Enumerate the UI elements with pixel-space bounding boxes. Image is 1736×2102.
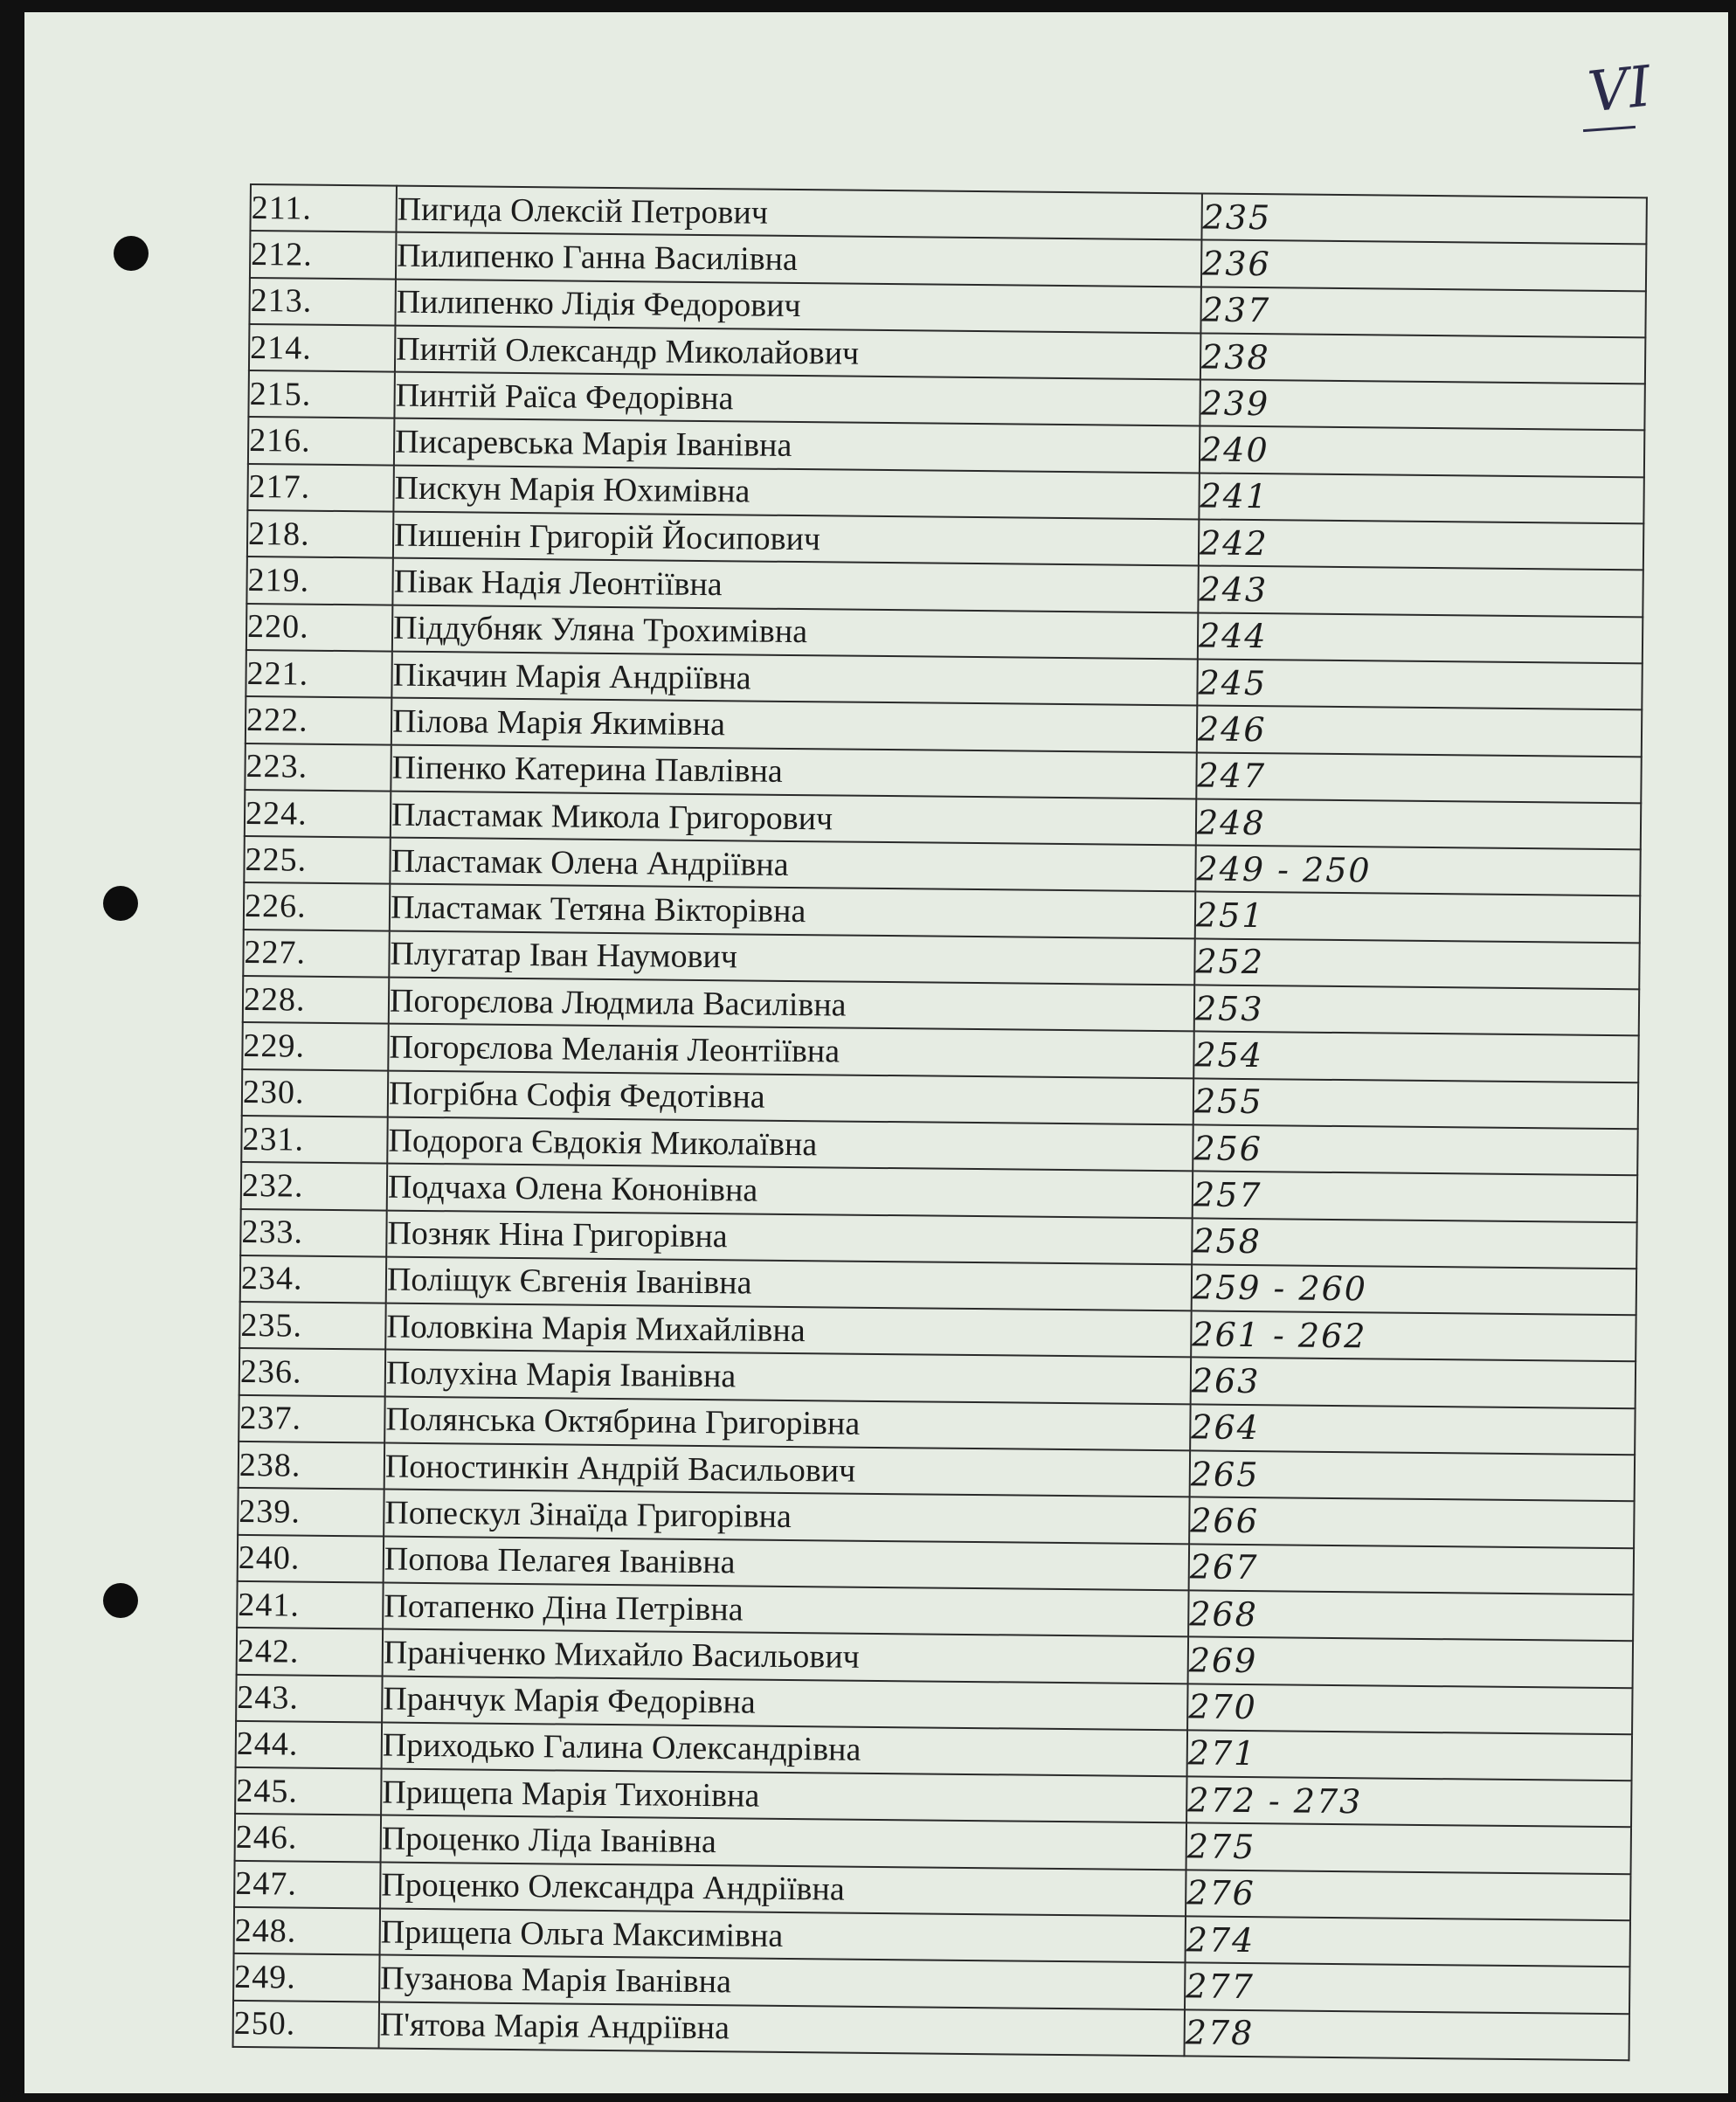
row-number: 249.	[233, 1953, 380, 2002]
person-name: Подорога Євдокія Миколаївна	[387, 1117, 1193, 1172]
page-reference: 252	[1194, 938, 1639, 989]
row-number: 226.	[244, 882, 391, 930]
name-list-table	[232, 183, 1648, 2061]
page-reference: 266	[1189, 1497, 1634, 1548]
person-name: Прищепа Марія Тихонівна	[381, 1769, 1186, 1823]
page-reference: 249 - 250	[1195, 846, 1640, 896]
person-name: Плугатар Іван Наумович	[389, 930, 1194, 985]
person-name: Пискун Марія Юхимівна	[393, 465, 1199, 519]
row-number: 238.	[239, 1442, 385, 1490]
row-number: 244.	[236, 1721, 383, 1769]
row-number: 234.	[240, 1255, 387, 1303]
page-reference: 243	[1198, 566, 1643, 617]
person-name: Позняк Ніна Григорівна	[386, 1210, 1192, 1264]
page-reference: 248	[1196, 799, 1641, 849]
page-reference: 236	[1201, 240, 1646, 291]
person-name: Пилипенко Ганна Василівна	[396, 232, 1201, 287]
page-reference: 237	[1200, 287, 1645, 337]
volume-mark: VI	[1585, 54, 1655, 126]
person-name: Прищепа Ольга Максимівна	[380, 1909, 1186, 1963]
row-number: 227.	[243, 930, 390, 978]
person-name: П'ятова Марія Андріївна	[379, 2002, 1185, 2056]
page-reference: 239	[1200, 380, 1644, 431]
page-reference: 254	[1193, 1032, 1638, 1082]
row-number: 237.	[239, 1395, 385, 1443]
row-number: 232.	[241, 1162, 388, 1210]
row-number: 242.	[237, 1628, 384, 1676]
page-reference: 258	[1192, 1218, 1636, 1269]
page-reference: 277	[1185, 1963, 1629, 2014]
row-number: 216.	[248, 417, 395, 465]
row-number: 245.	[235, 1767, 382, 1815]
row-number: 240.	[238, 1535, 384, 1583]
row-number: 250.	[233, 2000, 380, 2048]
page-reference: 247	[1196, 752, 1641, 803]
row-number: 224.	[245, 790, 391, 838]
person-name: Праніченко Михайло Васильович	[383, 1629, 1188, 1684]
person-name: Проценко Ліда Іванівна	[381, 1815, 1186, 1870]
row-number: 222.	[246, 696, 392, 744]
page-reference: 268	[1188, 1590, 1633, 1641]
page-reference: 259 - 260	[1192, 1264, 1636, 1315]
punch-hole-middle	[103, 886, 138, 921]
person-name: Пинтій Раїса Федорівна	[394, 372, 1200, 426]
page-reference: 246	[1197, 706, 1642, 757]
row-number: 213.	[249, 278, 396, 326]
person-name: Пишенін Григорій Йосипович	[393, 512, 1199, 566]
page-reference: 270	[1187, 1684, 1632, 1734]
name-list-body	[233, 184, 1647, 2060]
page-reference: 245	[1197, 659, 1642, 709]
page-reference: 255	[1193, 1078, 1638, 1129]
person-name: Поностинкін Андрій Васильович	[384, 1443, 1190, 1497]
row-number: 246.	[235, 1814, 382, 1862]
person-name: Половкіна Марія Михайлівна	[385, 1303, 1191, 1358]
person-name: Полянська Октябрина Григорівна	[384, 1396, 1190, 1450]
row-number: 217.	[247, 464, 394, 512]
row-number: 247.	[234, 1861, 381, 1909]
page-reference: 269	[1188, 1637, 1633, 1688]
row-number: 215.	[248, 370, 395, 418]
row-number: 220.	[246, 604, 393, 652]
person-name: Поліщук Євгенія Іванівна	[386, 1256, 1192, 1310]
row-number: 239.	[238, 1488, 384, 1536]
page-reference: 242	[1199, 520, 1643, 570]
row-number: 248.	[234, 1907, 381, 1955]
person-name: Попова Пелагея Іванівна	[384, 1536, 1189, 1590]
page-reference: 265	[1190, 1450, 1635, 1501]
person-name: Піпенко Катерина Павлівна	[391, 744, 1196, 799]
person-name: Пинтій Олександр Миколайович	[395, 325, 1200, 379]
row-number: 228.	[243, 976, 390, 1024]
row-number: 233.	[240, 1208, 387, 1256]
page-reference: 253	[1194, 985, 1639, 1035]
page-reference: 264	[1190, 1404, 1635, 1455]
person-name: Пластамак Тетяна Вікторівна	[390, 884, 1195, 938]
person-name: Пікачин Марія Андріївна	[391, 652, 1197, 706]
page-reference: 274	[1185, 1916, 1629, 1967]
page-reference: 278	[1184, 2009, 1629, 2060]
person-name: Попескул Зінаїда Григорівна	[384, 1490, 1189, 1544]
page-reference: 275	[1186, 1823, 1631, 1874]
document-sheet	[24, 12, 1728, 2093]
person-name: Писаревська Марія Іванівна	[394, 418, 1200, 473]
page-reference: 271	[1187, 1730, 1632, 1780]
row-number: 214.	[249, 324, 396, 372]
person-name: Пластамак Олена Андріївна	[390, 838, 1195, 892]
punch-hole-bottom	[103, 1583, 138, 1618]
row-number: 218.	[247, 510, 394, 558]
person-name: Подчаха Олена Кононівна	[387, 1164, 1193, 1218]
person-name: Пластамак Микола Григорович	[391, 791, 1196, 845]
volume-mark-underline	[1583, 126, 1636, 132]
page-reference: 235	[1201, 193, 1646, 244]
page-reference: 261 - 262	[1191, 1311, 1636, 1362]
row-number: 231.	[241, 1116, 388, 1164]
person-name: Погорєлова Людмила Василівна	[389, 978, 1194, 1032]
row-number: 223.	[245, 743, 391, 792]
person-name: Приходько Галина Олександрівна	[382, 1722, 1187, 1776]
person-name: Пилипенко Лідія Федорович	[395, 279, 1200, 333]
row-number: 219.	[246, 557, 393, 605]
person-name: Півак Надія Леонтіївна	[392, 558, 1198, 612]
page-reference: 263	[1191, 1358, 1636, 1408]
person-name: Піддубняк Уляна Трохимівна	[392, 605, 1198, 659]
row-number: 230.	[242, 1069, 389, 1117]
punch-hole-top	[114, 236, 149, 271]
row-number: 235.	[239, 1302, 386, 1350]
page-reference: 244	[1198, 612, 1643, 663]
page-reference: 256	[1193, 1124, 1637, 1175]
person-name: Потапенко Діна Петрівна	[383, 1582, 1188, 1636]
person-name: Пузанова Марія Іванівна	[379, 1955, 1185, 2009]
page-reference: 238	[1200, 333, 1645, 384]
page-reference: 241	[1199, 473, 1643, 523]
page-reference: 276	[1186, 1870, 1630, 1920]
page-reference: 240	[1200, 426, 1644, 477]
page-reference: 272 - 273	[1186, 1776, 1631, 1827]
person-name: Проценко Олександра Андріївна	[380, 1862, 1186, 1916]
row-number: 225.	[244, 836, 391, 884]
row-number: 236.	[239, 1348, 386, 1396]
row-number: 229.	[242, 1022, 389, 1070]
person-name: Полухіна Марія Іванівна	[385, 1350, 1191, 1404]
page-reference: 257	[1193, 1172, 1637, 1222]
row-number: 212.	[250, 231, 397, 279]
row-number: 211.	[250, 184, 397, 232]
row-number: 243.	[236, 1674, 383, 1722]
page-reference: 267	[1189, 1544, 1634, 1594]
person-name: Погорєлова Меланія Леонтіївна	[388, 1024, 1193, 1078]
row-number: 241.	[237, 1581, 384, 1629]
person-name: Пигида Олексій Петрович	[396, 186, 1201, 240]
person-name: Погрібна Софія Федотівна	[388, 1070, 1193, 1124]
person-name: Пранчук Марія Федорівна	[382, 1676, 1187, 1730]
row-number: 221.	[246, 650, 392, 698]
page-reference: 251	[1195, 892, 1640, 943]
person-name: Пілова Марія Якимівна	[391, 698, 1197, 752]
